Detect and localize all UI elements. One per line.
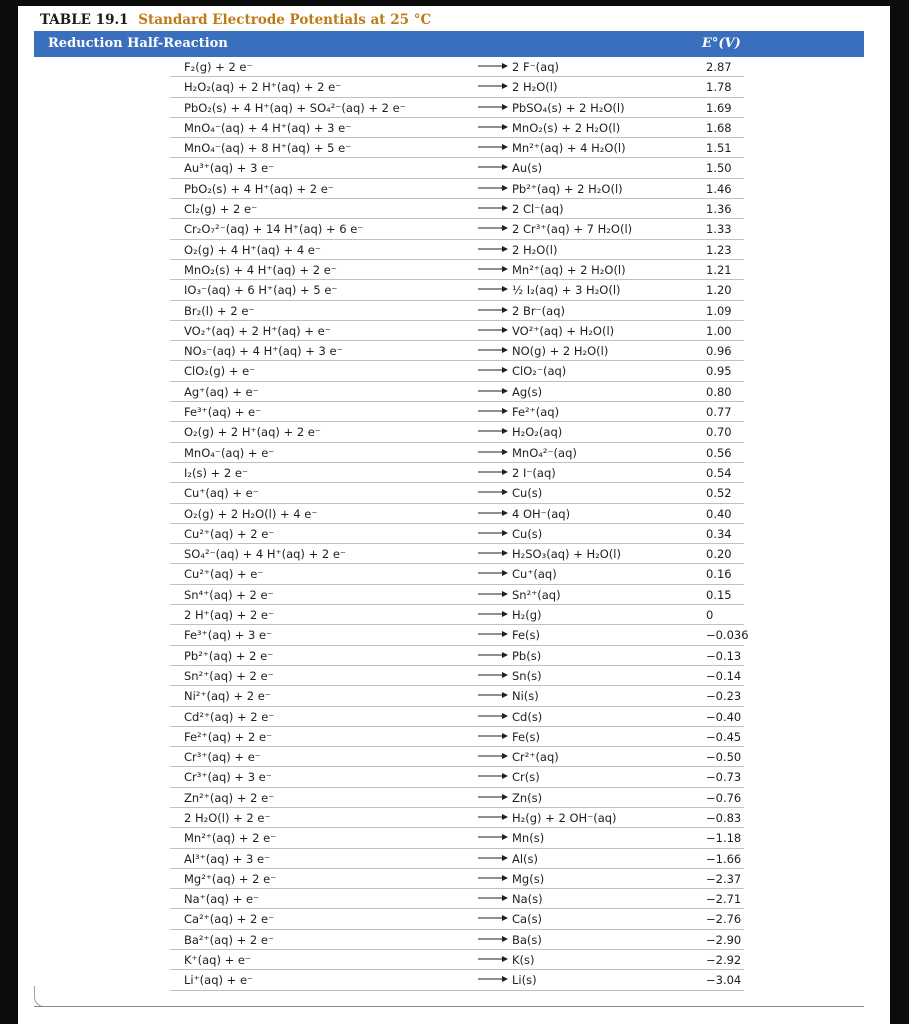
reaction-arrow-icon <box>476 769 510 783</box>
table-row <box>34 909 864 929</box>
table-row <box>34 422 864 442</box>
products-cell: ½ I₂(aq) + 3 H₂O(l) <box>512 283 621 298</box>
header-standard-potential: E°(V) <box>702 36 741 51</box>
potential-cell: 0.54 <box>706 465 732 480</box>
table-row <box>34 504 864 524</box>
potential-cell: −0.76 <box>706 790 742 805</box>
potential-cell: 0.15 <box>706 587 732 602</box>
table-row <box>34 605 864 625</box>
products-cell: H₂SO₃(aq) + H₂O(l) <box>512 547 621 562</box>
table-row <box>34 646 864 666</box>
table-row <box>34 727 864 747</box>
products-cell: Au(s) <box>512 161 543 176</box>
textbook-page <box>18 6 890 1024</box>
potential-cell: 1.68 <box>706 120 732 135</box>
reactants-cell: I₂(s) + 2 e⁻ <box>184 465 249 480</box>
reaction-arrow-icon <box>476 688 510 702</box>
reactants-cell: Mg²⁺(aq) + 2 e⁻ <box>184 871 277 886</box>
products-cell: Cr²⁺(aq) <box>512 750 559 765</box>
potential-cell: −0.14 <box>706 668 742 683</box>
reaction-arrow-icon <box>476 790 510 804</box>
potential-cell: 1.69 <box>706 100 732 115</box>
products-cell: Mn²⁺(aq) + 4 H₂O(l) <box>512 141 626 156</box>
reactants-cell: SO₄²⁻(aq) + 4 H⁺(aq) + 2 e⁻ <box>184 547 346 562</box>
table-row <box>34 199 864 219</box>
products-cell: 4 OH⁻(aq) <box>512 506 571 521</box>
reactants-cell: PbO₂(s) + 4 H⁺(aq) + 2 e⁻ <box>184 181 334 196</box>
products-cell: 2 Br⁻(aq) <box>512 303 565 318</box>
potential-cell: 1.36 <box>706 202 732 217</box>
reaction-arrow-icon <box>476 668 510 682</box>
table-row <box>34 686 864 706</box>
potential-cell: −0.73 <box>706 770 742 785</box>
potential-cell: −2.92 <box>706 953 742 968</box>
reactants-cell: Cr³⁺(aq) + 3 e⁻ <box>184 770 272 785</box>
reactants-cell: PbO₂(s) + 4 H⁺(aq) + SO₄²⁻(aq) + 2 e⁻ <box>184 100 406 115</box>
products-cell: H₂(g) + 2 OH⁻(aq) <box>512 810 617 825</box>
potential-cell: −3.04 <box>706 973 742 988</box>
table-row <box>34 564 864 584</box>
reaction-arrow-icon <box>476 546 510 560</box>
reaction-arrow-icon <box>476 465 510 479</box>
products-cell: Cu(s) <box>512 486 543 501</box>
table-row <box>34 849 864 869</box>
table-row <box>34 260 864 280</box>
table-row <box>34 869 864 889</box>
products-cell: Ni(s) <box>512 689 539 704</box>
reactants-cell: Cl₂(g) + 2 e⁻ <box>184 202 258 217</box>
table-row <box>34 767 864 787</box>
products-cell: NO(g) + 2 H₂O(l) <box>512 344 609 359</box>
table-row <box>34 625 864 645</box>
potential-cell: 0 <box>706 608 714 623</box>
reactants-cell: Fe³⁺(aq) + 3 e⁻ <box>184 628 273 643</box>
table-bottom-rule <box>34 1006 864 1007</box>
reactants-cell: O₂(g) + 2 H⁺(aq) + 2 e⁻ <box>184 425 321 440</box>
reaction-arrow-icon <box>476 891 510 905</box>
reactants-cell: Cu²⁺(aq) + 2 e⁻ <box>184 526 275 541</box>
potential-cell: 1.00 <box>706 323 732 338</box>
reaction-arrow-icon <box>476 303 510 317</box>
potential-cell: −2.37 <box>706 871 742 886</box>
potential-cell: 0.80 <box>706 384 732 399</box>
reactants-cell: Zn²⁺(aq) + 2 e⁻ <box>184 790 275 805</box>
products-cell: Pb²⁺(aq) + 2 H₂O(l) <box>512 181 623 196</box>
potential-cell: −0.50 <box>706 750 742 765</box>
products-cell: Mn²⁺(aq) + 2 H₂O(l) <box>512 262 626 277</box>
potential-cell: −0.13 <box>706 648 742 663</box>
reactants-cell: Ag⁺(aq) + e⁻ <box>184 384 259 399</box>
table-row <box>34 158 864 178</box>
products-cell: ClO₂⁻(aq) <box>512 364 567 379</box>
products-cell: H₂O₂(aq) <box>512 425 563 440</box>
table-row <box>34 889 864 909</box>
reactants-cell: Ca²⁺(aq) + 2 e⁻ <box>184 912 275 927</box>
products-cell: Sn²⁺(aq) <box>512 587 561 602</box>
reactants-cell: Cr³⁺(aq) + e⁻ <box>184 750 261 765</box>
potential-cell: −1.66 <box>706 851 742 866</box>
table-row <box>34 138 864 158</box>
products-cell: VO²⁺(aq) + H₂O(l) <box>512 323 615 338</box>
products-cell: Zn(s) <box>512 790 543 805</box>
reaction-arrow-icon <box>476 404 510 418</box>
products-cell: 2 H₂O(l) <box>512 80 558 95</box>
reaction-arrow-icon <box>476 343 510 357</box>
reaction-arrow-icon <box>476 160 510 174</box>
reaction-arrow-icon <box>476 323 510 337</box>
table-row <box>34 361 864 381</box>
reaction-arrow-icon <box>476 201 510 215</box>
products-cell: 2 Cr³⁺(aq) + 7 H₂O(l) <box>512 222 633 237</box>
reactants-cell: MnO₄⁻(aq) + 4 H⁺(aq) + 3 e⁻ <box>184 120 352 135</box>
reaction-arrow-icon <box>476 282 510 296</box>
potential-cell: 0.20 <box>706 547 732 562</box>
reaction-arrow-icon <box>476 952 510 966</box>
reaction-arrow-icon <box>476 181 510 195</box>
products-cell: MnO₄²⁻(aq) <box>512 445 577 460</box>
reactants-cell: Cd²⁺(aq) + 2 e⁻ <box>184 709 275 724</box>
potential-cell: 2.87 <box>706 60 732 74</box>
reactants-cell: MnO₄⁻(aq) + e⁻ <box>184 445 275 460</box>
reactants-cell: Sn²⁺(aq) + 2 e⁻ <box>184 668 274 683</box>
reactants-cell: Ba²⁺(aq) + 2 e⁻ <box>184 932 275 947</box>
products-cell: Cr(s) <box>512 770 540 785</box>
table-row <box>34 828 864 848</box>
reaction-arrow-icon <box>476 100 510 114</box>
reaction-arrow-icon <box>476 566 510 580</box>
products-cell: 2 F⁻(aq) <box>512 60 559 74</box>
reaction-arrow-icon <box>476 445 510 459</box>
table-row <box>34 747 864 767</box>
reaction-arrow-icon <box>476 729 510 743</box>
reaction-arrow-icon <box>476 911 510 925</box>
table-row <box>34 219 864 239</box>
table-row <box>34 930 864 950</box>
reaction-arrow-icon <box>476 384 510 398</box>
potential-cell: 1.20 <box>706 283 732 298</box>
reactants-cell: H₂O₂(aq) + 2 H⁺(aq) + 2 e⁻ <box>184 80 342 95</box>
products-cell: Na(s) <box>512 892 543 907</box>
products-cell: Fe²⁺(aq) <box>512 405 560 420</box>
table-row <box>34 585 864 605</box>
potential-cell: 1.50 <box>706 161 732 176</box>
table-row <box>34 240 864 260</box>
reaction-arrow-icon <box>476 709 510 723</box>
reaction-arrow-icon <box>476 648 510 662</box>
page-corner-decoration <box>34 986 49 1007</box>
reactants-cell: Br₂(l) + 2 e⁻ <box>184 303 255 318</box>
potential-cell: 1.23 <box>706 242 732 257</box>
reaction-arrow-icon <box>476 140 510 154</box>
products-cell: 2 Cl⁻(aq) <box>512 202 564 217</box>
reactants-cell: MnO₄⁻(aq) + 8 H⁺(aq) + 5 e⁻ <box>184 141 352 156</box>
table-row <box>34 707 864 727</box>
potential-cell: 0.34 <box>706 526 732 541</box>
products-cell: Ag(s) <box>512 384 543 399</box>
products-cell: Ca(s) <box>512 912 543 927</box>
reaction-arrow-icon <box>476 221 510 235</box>
reaction-arrow-icon <box>476 242 510 256</box>
products-cell: MnO₂(s) + 2 H₂O(l) <box>512 120 621 135</box>
reactants-cell: Na⁺(aq) + e⁻ <box>184 892 260 907</box>
potential-cell: 0.40 <box>706 506 732 521</box>
potential-cell: 1.46 <box>706 181 732 196</box>
reaction-arrow-icon <box>476 607 510 621</box>
reactants-cell: Ni²⁺(aq) + 2 e⁻ <box>184 689 271 704</box>
reaction-arrow-icon <box>476 120 510 134</box>
potential-cell: 1.21 <box>706 262 732 277</box>
table-row <box>34 118 864 138</box>
row-divider <box>170 990 744 991</box>
table-row <box>34 321 864 341</box>
reactants-cell: NO₃⁻(aq) + 4 H⁺(aq) + 3 e⁻ <box>184 344 343 359</box>
table-header <box>34 31 864 57</box>
reactants-cell: O₂(g) + 2 H₂O(l) + 4 e⁻ <box>184 506 318 521</box>
table-row <box>34 57 864 77</box>
reaction-arrow-icon <box>476 79 510 93</box>
table-row <box>34 341 864 361</box>
potential-cell: −2.90 <box>706 932 742 947</box>
reactants-cell: Cu⁺(aq) + e⁻ <box>184 486 259 501</box>
potential-cell: 1.33 <box>706 222 732 237</box>
reactants-cell: Au³⁺(aq) + 3 e⁻ <box>184 161 275 176</box>
potential-cell: 1.78 <box>706 80 732 95</box>
reaction-arrow-icon <box>476 587 510 601</box>
reactants-cell: O₂(g) + 4 H⁺(aq) + 4 e⁻ <box>184 242 321 257</box>
reaction-arrow-icon <box>476 749 510 763</box>
table-row <box>34 280 864 300</box>
table-row <box>34 544 864 564</box>
reaction-arrow-icon <box>476 810 510 824</box>
potential-cell: −1.18 <box>706 831 742 846</box>
potential-cell: 1.51 <box>706 141 732 156</box>
table-row <box>34 970 864 990</box>
reactants-cell: Fe³⁺(aq) + e⁻ <box>184 405 262 420</box>
reaction-arrow-icon <box>476 972 510 986</box>
reaction-arrow-icon <box>476 932 510 946</box>
products-cell: Pb(s) <box>512 648 542 663</box>
reaction-arrow-icon <box>476 59 510 73</box>
table-row <box>34 382 864 402</box>
table-body <box>34 57 864 991</box>
reactants-cell: Al³⁺(aq) + 3 e⁻ <box>184 851 271 866</box>
table-row <box>34 666 864 686</box>
reaction-arrow-icon <box>476 424 510 438</box>
potential-cell: 0.70 <box>706 425 732 440</box>
reactants-cell: IO₃⁻(aq) + 6 H⁺(aq) + 5 e⁻ <box>184 283 338 298</box>
potential-cell: 0.16 <box>706 567 732 582</box>
reaction-arrow-icon <box>476 363 510 377</box>
potential-cell: 0.95 <box>706 364 732 379</box>
potential-cell: −2.71 <box>706 892 742 907</box>
reactants-cell: VO₂⁺(aq) + 2 H⁺(aq) + e⁻ <box>184 323 331 338</box>
potential-cell: 0.77 <box>706 405 732 420</box>
potential-cell: −2.76 <box>706 912 742 927</box>
potential-cell: −0.036 <box>706 628 749 643</box>
reactants-cell: Cu²⁺(aq) + e⁻ <box>184 567 264 582</box>
header-reduction-half-reaction: Reduction Half-Reaction <box>48 36 228 51</box>
table-row <box>34 808 864 828</box>
reactants-cell: Cr₂O₇²⁻(aq) + 14 H⁺(aq) + 6 e⁻ <box>184 222 364 237</box>
table-row <box>34 402 864 422</box>
table-row <box>34 77 864 97</box>
table-caption: Standard Electrode Potentials at 25 °C <box>138 12 432 28</box>
table-row <box>34 443 864 463</box>
products-cell: Al(s) <box>512 851 539 866</box>
products-cell: Cu⁺(aq) <box>512 567 557 582</box>
products-cell: H₂(g) <box>512 608 542 623</box>
products-cell: Sn(s) <box>512 668 542 683</box>
reaction-arrow-icon <box>476 871 510 885</box>
products-cell: Cd(s) <box>512 709 543 724</box>
reaction-arrow-icon <box>476 526 510 540</box>
reactants-cell: 2 H⁺(aq) + 2 e⁻ <box>184 608 275 623</box>
reactants-cell: Sn⁴⁺(aq) + 2 e⁻ <box>184 587 274 602</box>
products-cell: Li(s) <box>512 973 537 988</box>
reaction-arrow-icon <box>476 506 510 520</box>
reactants-cell: 2 H₂O(l) + 2 e⁻ <box>184 810 271 825</box>
reactants-cell: F₂(g) + 2 e⁻ <box>184 60 253 74</box>
products-cell: PbSO₄(s) + 2 H₂O(l) <box>512 100 625 115</box>
reaction-arrow-icon <box>476 262 510 276</box>
table-title <box>40 12 431 28</box>
products-cell: Mg(s) <box>512 871 545 886</box>
reactants-cell: MnO₂(s) + 4 H⁺(aq) + 2 e⁻ <box>184 262 337 277</box>
reactants-cell: K⁺(aq) + e⁻ <box>184 953 252 968</box>
table-row <box>34 463 864 483</box>
reactants-cell: Fe²⁺(aq) + 2 e⁻ <box>184 729 273 744</box>
potential-cell: 0.56 <box>706 445 732 460</box>
potential-cell: −0.23 <box>706 689 742 704</box>
potential-cell: 1.09 <box>706 303 732 318</box>
products-cell: Ba(s) <box>512 932 542 947</box>
products-cell: 2 H₂O(l) <box>512 242 558 257</box>
reaction-arrow-icon <box>476 851 510 865</box>
reactants-cell: Pb²⁺(aq) + 2 e⁻ <box>184 648 274 663</box>
table-row <box>34 483 864 503</box>
table-number: TABLE 19.1 <box>40 12 129 28</box>
reactants-cell: Mn²⁺(aq) + 2 e⁻ <box>184 831 277 846</box>
potential-cell: −0.40 <box>706 709 742 724</box>
potential-cell: −0.45 <box>706 729 742 744</box>
potential-cell: −0.83 <box>706 810 742 825</box>
table-row <box>34 524 864 544</box>
products-cell: 2 I⁻(aq) <box>512 465 556 480</box>
products-cell: Cu(s) <box>512 526 543 541</box>
reactants-cell: ClO₂(g) + e⁻ <box>184 364 256 379</box>
products-cell: K(s) <box>512 953 535 968</box>
table-row <box>34 950 864 970</box>
electrode-potentials-table <box>34 31 864 991</box>
potential-cell: 0.96 <box>706 344 732 359</box>
products-cell: Fe(s) <box>512 628 541 643</box>
products-cell: Mn(s) <box>512 831 545 846</box>
reactants-cell: Li⁺(aq) + e⁻ <box>184 973 254 988</box>
table-row <box>34 301 864 321</box>
reaction-arrow-icon <box>476 830 510 844</box>
table-row <box>34 98 864 118</box>
reaction-arrow-icon <box>476 627 510 641</box>
products-cell: Fe(s) <box>512 729 541 744</box>
table-row <box>34 179 864 199</box>
table-row <box>34 788 864 808</box>
reaction-arrow-icon <box>476 485 510 499</box>
potential-cell: 0.52 <box>706 486 732 501</box>
